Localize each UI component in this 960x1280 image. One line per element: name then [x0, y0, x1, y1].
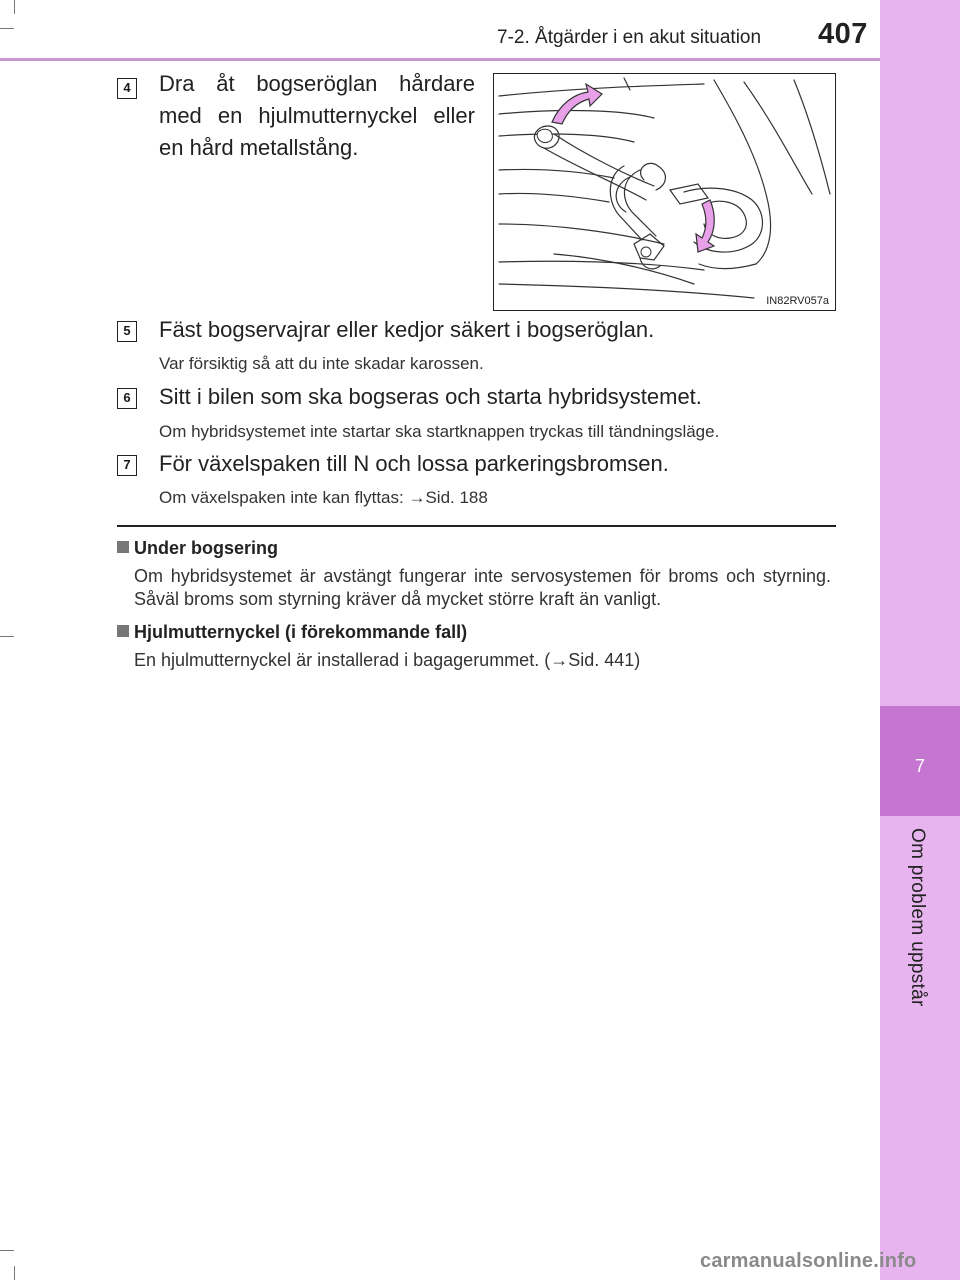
- watermark: carmanualsonline.info: [700, 1250, 917, 1272]
- chapter-sidebar: [880, 0, 960, 1280]
- header-rule: [0, 58, 880, 61]
- note-title: Hjulmutternyckel (i förekommande fall): [134, 622, 468, 642]
- note-title: Under bogsering: [134, 538, 279, 558]
- chapter-number: 7: [914, 756, 925, 776]
- figure-code: IN82RV057a: [766, 295, 829, 307]
- note-body: Om hybridsystemet är avstängt fungerar inte servosystemen för broms och styrning. Såväl broms som styrning kräver då mycket större kraft än vanligt.: [134, 566, 831, 609]
- crop-mark: [14, 0, 15, 14]
- step-text-5: Fäst bogservajrar eller kedjor säkert i bogseröglan.: [159, 317, 655, 342]
- crop-mark: [0, 1250, 14, 1251]
- crop-mark: [0, 636, 14, 637]
- section-title: 7-2. Åtgärder i en akut situation: [497, 27, 762, 48]
- note-heading: [117, 622, 467, 643]
- page-number: 407: [818, 18, 868, 50]
- step-number-5: 5: [117, 321, 137, 342]
- crop-mark: [0, 28, 14, 29]
- note-heading: [117, 538, 278, 559]
- crop-mark: [14, 1266, 15, 1280]
- square-bullet-icon: [117, 541, 129, 553]
- square-bullet-icon: [117, 625, 129, 637]
- step-text-6: Sitt i bilen som ska bogseras och starta hybridsystemet.: [159, 384, 702, 409]
- section-divider: [117, 525, 836, 527]
- chapter-title: Om problem uppstår: [907, 828, 928, 1007]
- tow-eye-figure: [493, 73, 836, 311]
- tow-eye-wrench-illustration-icon: [494, 74, 834, 309]
- step-subtext-7: Om växelspaken inte kan flyttas: →Sid. 188: [159, 488, 488, 507]
- step-text-7: För växelspaken till N och lossa parkeringsbromsen.: [159, 451, 669, 476]
- step-subtext-6: Om hybridsystemet inte startar ska startknappen tryckas till tändningsläge.: [159, 422, 720, 441]
- step-subtext-5: Var försiktig så att du inte skadar karossen.: [159, 354, 484, 373]
- step-text-4: Dra åt bogseröglan hårdare med en hjulmutternyckel eller en hård metallstång.: [159, 71, 475, 160]
- step-number-6: 6: [117, 388, 137, 409]
- step-number-4: 4: [117, 78, 137, 99]
- note-body: En hjulmutternyckel är installerad i bagagerummet. (→Sid. 441): [134, 650, 641, 670]
- step-number-7: 7: [117, 455, 137, 476]
